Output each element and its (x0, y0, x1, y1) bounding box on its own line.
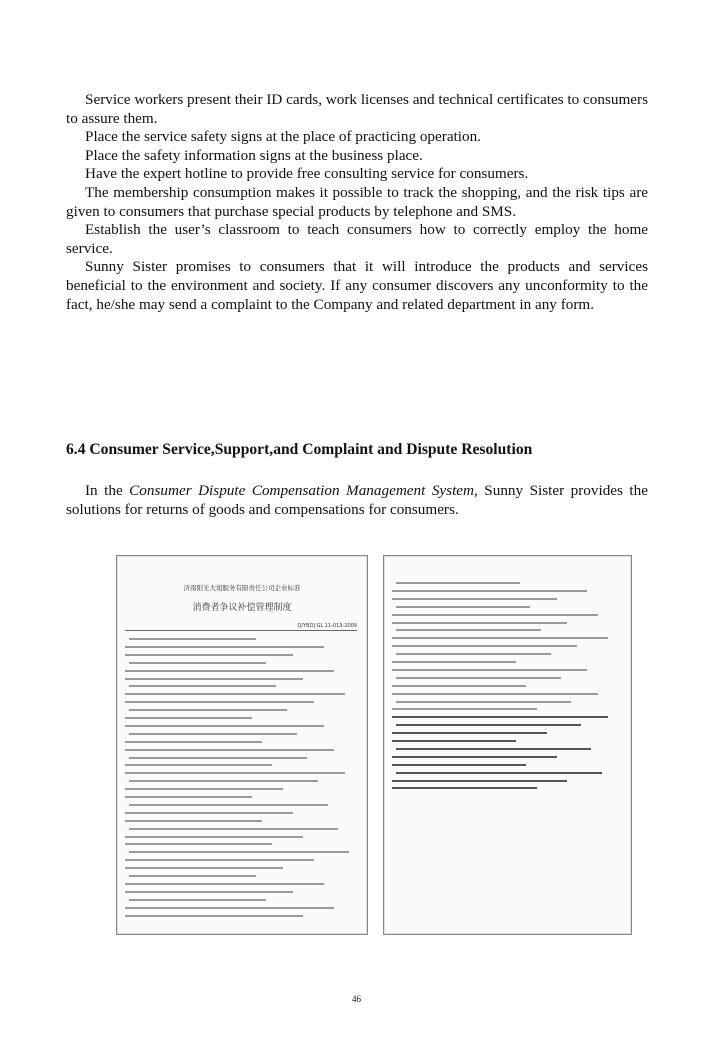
scanned-text-line (125, 907, 334, 909)
scanned-text-line (125, 701, 314, 703)
scanned-text-line (125, 725, 324, 727)
scanned-text-line (392, 685, 526, 687)
scanned-text-line (125, 915, 303, 917)
scanned-text-line (125, 741, 262, 743)
scanned-text-line (129, 875, 256, 877)
scanned-text-line (125, 646, 324, 648)
section-heading: 6.4 Consumer Service,Support,and Complaint and Dispute Resolution (66, 441, 533, 458)
scanned-text-line (392, 614, 598, 616)
intro-paragraph (66, 482, 648, 519)
page-number: 46 (352, 994, 361, 1004)
scanned-text-line (392, 756, 557, 758)
scanned-text-line (392, 693, 598, 695)
doc-code: Q/YBDJ GL 11-013-2009 (297, 623, 357, 629)
scanned-text-line (125, 670, 334, 672)
scanned-text-line (129, 662, 266, 664)
scanned-text-line (125, 891, 293, 893)
scanned-text-line (129, 899, 266, 901)
scanned-text-line (396, 677, 561, 679)
scanned-text-line (129, 733, 297, 735)
scanned-text-line (392, 669, 587, 671)
paragraph: Have the expert hotline to provide free consulting service for consumers. (85, 165, 529, 183)
intro-text-start: In the (85, 482, 130, 499)
scanned-text-line (125, 820, 262, 822)
doc-rule (125, 630, 357, 631)
standard-document-image-left (116, 555, 368, 935)
scanned-text-line (129, 709, 287, 711)
scanned-text-line (125, 836, 303, 838)
scanned-text-line (129, 828, 338, 830)
scanned-text-line (392, 732, 547, 734)
scanned-text-line (392, 780, 567, 782)
scanned-text-line (129, 851, 349, 853)
scanned-text-line (125, 678, 303, 680)
scanned-text-line (392, 740, 516, 742)
scanned-text-line (396, 748, 591, 750)
scanned-text-line (392, 645, 577, 647)
scanned-text-line (125, 693, 345, 695)
scanned-text-line (396, 629, 541, 631)
scanned-text-line (125, 788, 283, 790)
scanned-text-line (125, 883, 324, 885)
scanned-text-line (129, 804, 328, 806)
scanned-text-line (396, 582, 520, 584)
system-name: Consumer Dispute Compensation Management System (129, 482, 474, 499)
scanned-text-line (125, 764, 272, 766)
scanned-text-line (125, 859, 314, 861)
scanned-text-line (129, 780, 318, 782)
scanned-text-line (125, 654, 293, 656)
scanned-text-line (125, 812, 293, 814)
scanned-text-line (125, 772, 345, 774)
scanned-text-line (129, 638, 256, 640)
doc-company-title: 济南阳光大姐服务有限责任公司企业标准 (183, 584, 301, 592)
paragraph: Establish the user’s classroom to teach consumers how to correctly employ the home service. (66, 221, 648, 257)
scanned-text-line (125, 867, 283, 869)
scanned-text-line (392, 598, 557, 600)
doc-main-title: 消费者争议补偿管理制度 (192, 603, 292, 613)
standard-document-image-right (383, 555, 632, 935)
intro-text-end: , Sunny Sister provides the solutions for returns of goods and compensations for consumers. (66, 482, 648, 518)
scanned-text-line (392, 787, 537, 789)
scanned-text-line (125, 796, 252, 798)
paragraph: Place the safety information signs at the business place. (85, 146, 423, 164)
scanned-text-line (396, 701, 571, 703)
scanned-text-line (392, 764, 526, 766)
section-intro (66, 482, 648, 519)
scanned-text-line (125, 843, 272, 845)
scanned-text-line (392, 637, 608, 639)
paragraph: The membership consumption makes it possible to track the shopping, and the risk tips are given to consumers that purchase special products by telephone and SMS. (66, 183, 648, 220)
scanned-text-line (392, 661, 516, 663)
scanned-text-line (129, 757, 307, 759)
scanned-text-line (392, 590, 587, 592)
scanned-text-line (396, 606, 530, 608)
scanned-text-line (396, 653, 551, 655)
body-text (66, 91, 648, 314)
scanned-text-line (392, 708, 537, 710)
scanned-text-line (396, 772, 602, 774)
scanned-text-line (129, 685, 276, 687)
scanned-text-line (392, 716, 608, 718)
paragraph: Place the service safety signs at the place of practicing operation. (85, 128, 481, 146)
paragraph: Sunny Sister promises to consumers that it will introduce the products and services beneficial to the environment and society. If any consumer discovers any unconformity to the fact, he/she may send a complaint to the Company and related department in any form. (66, 258, 648, 313)
scanned-text-line (125, 717, 252, 719)
scanned-text-line (125, 749, 334, 751)
scanned-text-line (396, 724, 581, 726)
paragraph: Service workers present their ID cards, work licenses and technical certificates to consumers to assure them. (66, 91, 648, 127)
scanned-text-line (392, 622, 567, 624)
